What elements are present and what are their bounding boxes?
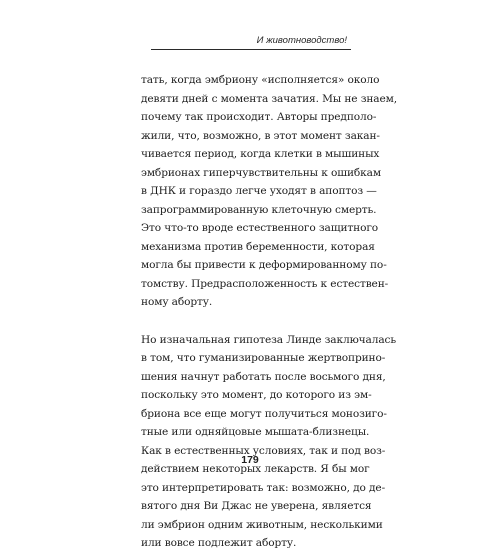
text-line: Но изначальная гипотеза Линде заключалась: [141, 333, 397, 346]
text-line: могла бы привести к деформированному по-: [141, 259, 387, 271]
text-line: это интерпретировать так: возможно, до де-: [141, 481, 386, 494]
text-line: запрограммированную клеточную смерть.: [141, 203, 377, 216]
text-line: эмбрионах гиперчувствительны к ошибкам: [141, 166, 381, 179]
text-line: шения начнут работать после восьмого дня,: [141, 370, 386, 383]
text-line: Это что-то вроде естественного защитного: [141, 222, 379, 234]
text-line: чивается период, когда клетки в мышиных: [141, 148, 380, 160]
text-line: Как в естественных условиях, так и под воз-: [141, 444, 386, 457]
text-line: поскольку это момент, до которого из эм-: [141, 389, 372, 401]
text-line: тать, когда эмбриону «исполняется» около: [141, 74, 380, 86]
text-line: механизма против беременности, которая: [141, 240, 375, 253]
text-line: жили, что, возможно, в этот момент закан-: [141, 129, 380, 142]
text-line: бриона все еще могут получиться монозиго-: [141, 407, 387, 420]
text-line: вятого дня Ви Джас не уверена, является: [141, 500, 372, 512]
text-line: действием некоторых лекарств. Я бы мог: [141, 463, 370, 475]
text-line: томству. Предрасположенность к естествен-: [141, 277, 389, 290]
text-line: почему так происходит. Авторы предполо-: [141, 111, 377, 123]
text-line: или вовсе подлежит аборту.: [141, 537, 297, 549]
text-line: тные или одняйцовые мышата-близнецы.: [141, 426, 370, 438]
text-line: в том, что гуманизированные жертвоприно-: [141, 352, 386, 364]
text-line: ному аборту.: [141, 296, 213, 308]
text-line: в ДНК и гораздо легче уходят в апоптоз —: [141, 185, 377, 197]
body-text: [141, 71, 398, 553]
running-head-title: И животноводство!: [256, 35, 347, 46]
running-head: [151, 34, 351, 50]
paragraph-break: [141, 312, 359, 331]
text-line: ли эмбрион одним животным, несколькими: [141, 518, 383, 531]
page-number: 179: [241, 454, 259, 466]
text-line: девяти дней с момента зачатия. Мы не знаем,: [141, 92, 398, 105]
